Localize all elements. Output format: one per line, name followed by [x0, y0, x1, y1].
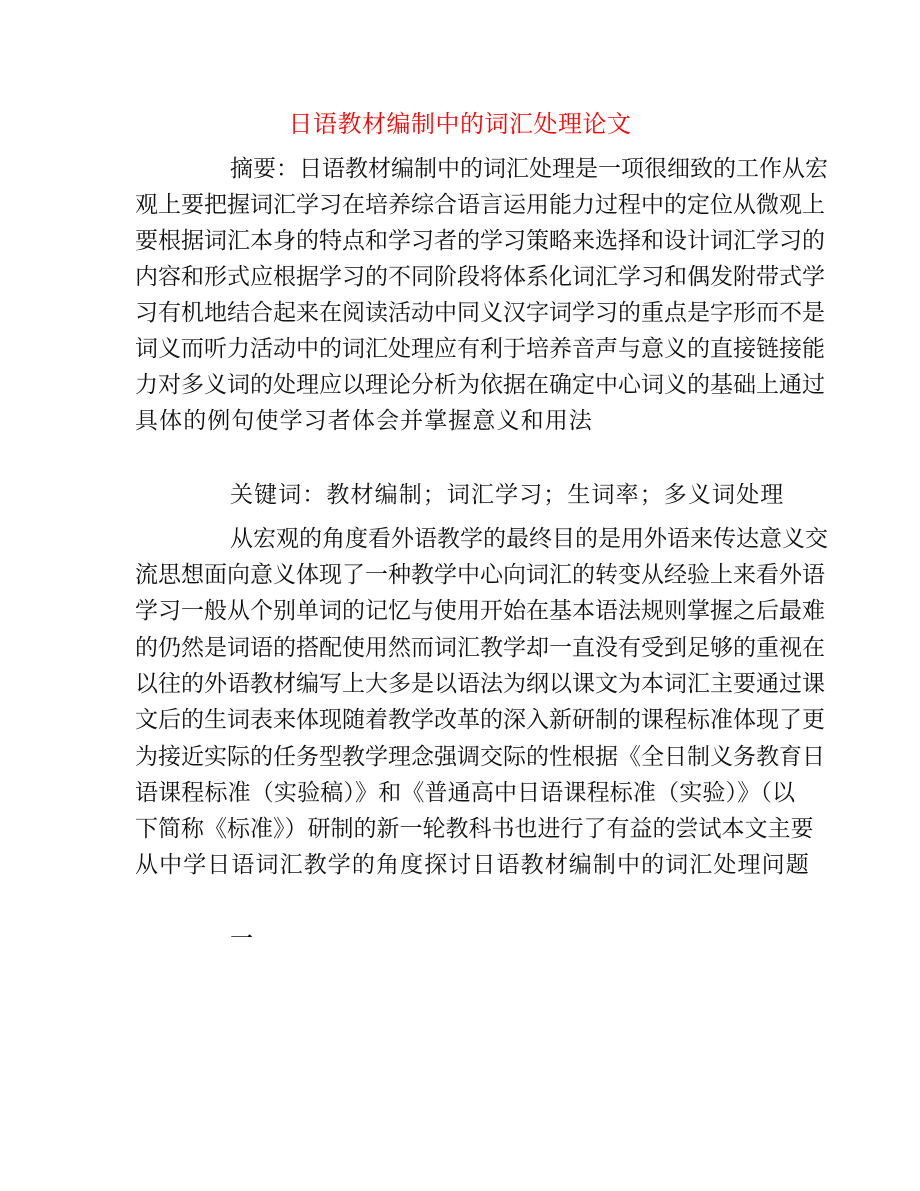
abstract-line-7: 力对多义词的处理应以理论分析为依据在确定中心词义的基础上通过: [135, 372, 825, 398]
body-line-5: 以往的外语教材编写上大多是以语法为纲以课文为本词汇主要通过课: [135, 671, 825, 697]
keywords-line: 关键词：教材编制；词汇学习；生词率；多义词处理: [230, 482, 785, 508]
abstract-line-8: 具体的例句使学习者体会并掌握意义和用法: [135, 408, 593, 434]
abstract-line-5: 习有机地结合起来在阅读活动中同义汉字词学习的重点是字形而不是: [135, 300, 825, 326]
body-line-4: 的仍然是词语的搭配使用然而词汇教学却一直没有受到足够的重视在: [135, 635, 825, 661]
body-line-10: 从中学日语词汇教学的角度探讨日语教材编制中的词汇处理问题: [135, 852, 810, 878]
body-line-6: 文后的生词表来体现随着教学改革的深入新研制的课程标准体现了更: [135, 707, 825, 733]
abstract-line-6: 词义而听力活动中的词汇处理应有利于培养音声与意义的直接链接能: [135, 336, 825, 362]
body-line-1: 从宏观的角度看外语教学的最终目的是用外语来传达意义交: [230, 526, 828, 552]
body-line-7: 为接近实际的任务型教学理念强调交际的性根据《全日制义务教育日: [135, 744, 825, 770]
abstract-line-4: 内容和形式应根据学习的不同阶段将体系化词汇学习和偶发附带式学: [135, 264, 825, 290]
abstract-line-3: 要根据词汇本身的特点和学习者的学习策略来选择和设计词汇学习的: [135, 228, 825, 254]
body-line-8: 语课程标准（实验稿）》和《普通高中日语课程标准（实验）》（以: [135, 780, 795, 806]
document-title: 日语教材编制中的词汇处理论文: [288, 110, 632, 138]
body-line-3: 学习一般从个别单词的记忆与使用开始在基本语法规则掌握之后最难: [135, 598, 825, 624]
body-line-9: 下简称《标准》）研制的新一轮教科书也进行了有益的尝试本文主要: [135, 816, 814, 842]
body-line-2: 流思想面向意义体现了一种教学中心向词汇的转变从经验上来看外语: [135, 562, 825, 588]
section-number: 一: [230, 926, 255, 952]
abstract-line-1: 摘要：日语教材编制中的词汇处理是一项很细致的工作从宏: [230, 156, 828, 182]
abstract-line-2: 观上要把握词汇学习在培养综合语言运用能力过程中的定位从微观上: [135, 192, 825, 218]
